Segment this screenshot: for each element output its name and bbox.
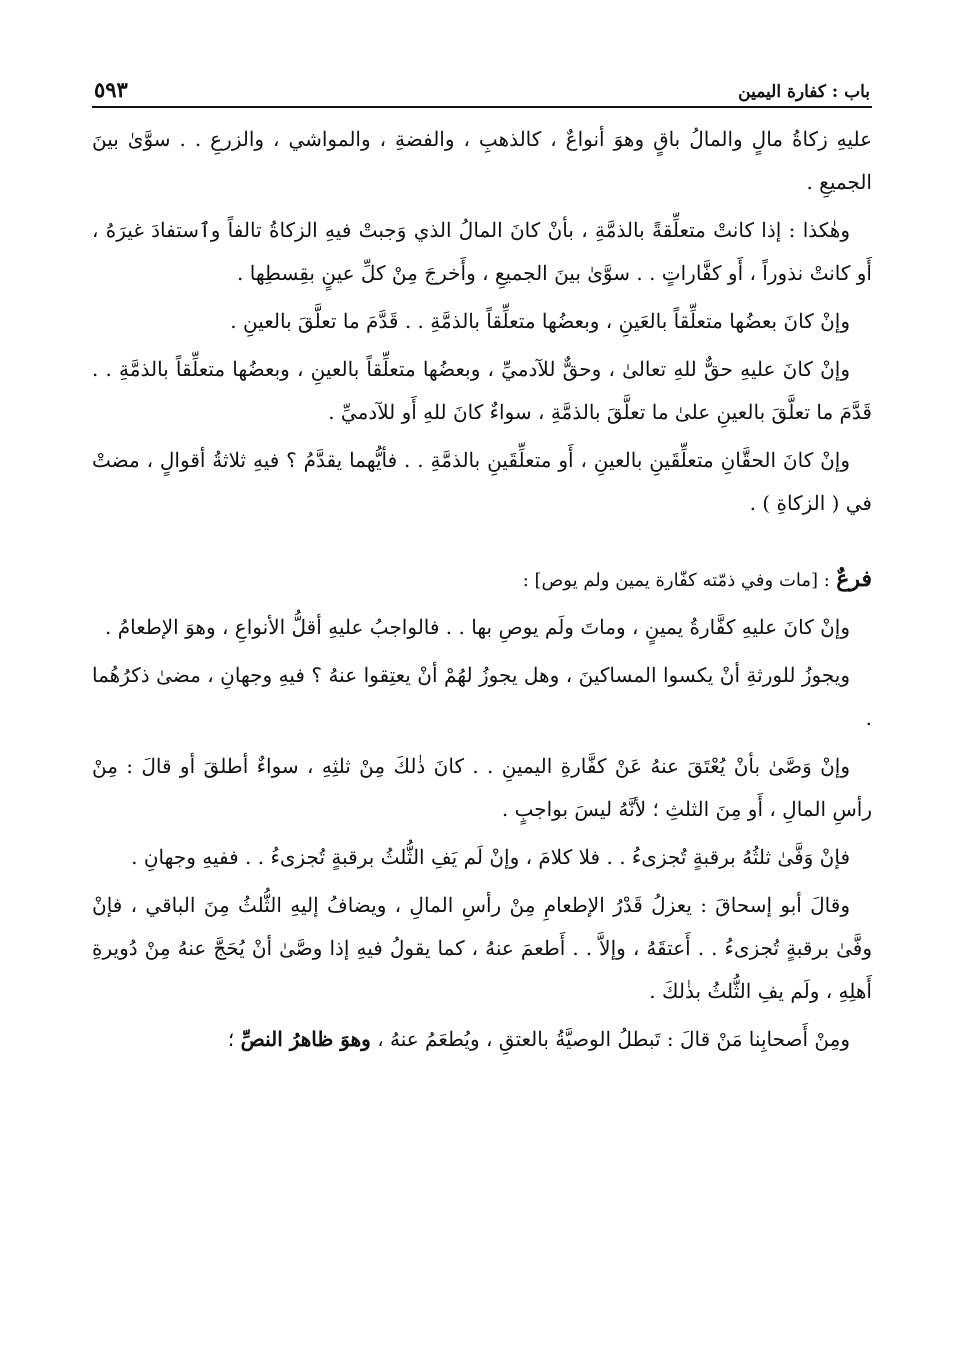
paragraph-last xyxy=(92,1018,872,1061)
section-title: : [مات وفي ذمّته كفّارة يمين ولم يوص] : xyxy=(522,570,830,591)
last-line-text: ومِنْ أَصحابِنا مَنْ قالَ : تَبطلُ الوصيَّةُ بالعتقِ ، ويُطعَمُ عنهُ ، xyxy=(377,1027,850,1051)
page-number: ٥٩٣ xyxy=(94,77,128,102)
running-header xyxy=(92,70,872,108)
paragraph: وهٰكذا : إذا كانتْ متعلِّقةً بالذمَّةِ ، بأنْ كانَ المالُ الذي وَجبتْ فيهِ الزكاةُ تالفاً وٱستفادَ غيرَهُ ، أَو كانتْ نذوراً ، أَو كفَّاراتٍ . . سوَّىٰ بينَ الجميعِ ، وأَخرجَ مِنْ كلِّ عينٍ بقِسطِها . xyxy=(92,218,872,285)
section-label: فرعٌ xyxy=(836,566,872,592)
body-text xyxy=(92,118,872,1061)
paragraph: وإنْ كانَ عليهِ حقٌّ للهِ تعالىٰ ، وحقٌّ للآدميِّ ، وبعضُها متعلِّقاً بالعينِ ، وبعضُها متعلِّقاً بالذمَّةِ . . قَدَّمَ ما تعلَّقَ بالعينِ علىٰ ما تعلَّقَ بالذمَّةِ ، سواءٌ كانَ للهِ أَو للآدميِّ . xyxy=(92,357,872,424)
paragraph: ويجوزُ للورثةِ أنْ يكسوا المساكينَ ، وهل يجوزُ لهُمْ أنْ يعتِقوا عنهُ ؟ فيهِ وجهانِ ، مضىٰ ذكرُهُما . xyxy=(92,663,872,730)
last-line-bold: وهوَ ظاهرُ النصِّ xyxy=(240,1027,371,1051)
section-heading xyxy=(92,558,872,602)
chapter-title: باب : كفارة اليمين xyxy=(738,82,870,102)
last-line-trailing: ؛ xyxy=(227,1027,235,1051)
paragraph: فإنْ وَفَّىٰ ثلثُهُ برقبةٍ تُجزىءُ . . فلا كلامَ ، وإنْ لَم يَفِ الثُّلثُ برقبةٍ تُجزىءُ . . ففيهِ وجهانِ . xyxy=(131,845,850,869)
paragraph: وقالَ أبو إسحاقَ : يعزلُ قَدْرُ الإطعامِ مِنْ رأسِ المالِ ، ويضافُ إليهِ الثُّلثُ مِنَ الباقي ، فإنْ وفَّىٰ برقبةٍ تُجزىءُ . . أَعتقَهُ ، وإلاَّ . . أَطعمَ عنهُ ، كما يقولُ فيهِ إذا وصَّىٰ أنْ يُحَجَّ عنهُ مِنْ دُويرةِ أَهلِهِ ، ولَم يفِ الثُّلثُ بذٰلكَ . xyxy=(92,893,872,1003)
paragraph: عليهِ زكاةُ مالٍ والمالُ باقٍ وهوَ أنواعٌ ، كالذهبِ ، والفضةِ ، والمواشي ، والزرعِ . . سوَّىٰ بينَ الجميعِ . xyxy=(92,127,872,194)
paragraph: وإنْ وَصَّىٰ بأنْ يُعْتَقَ عنهُ عَنْ كفَّارةِ اليمينِ . . كانَ ذٰلكَ مِنْ ثلثِهِ ، سواءٌ أطلقَ أو قالَ : مِنْ رأسِ المالِ ، أَو مِنَ الثلثِ ؛ لأنَّهُ ليسَ بواجبٍ . xyxy=(92,754,872,821)
paragraph: وإنْ كانَ الحقَّانِ متعلِّقَينِ بالعينِ ، أَو متعلِّقَينِ بالذمَّةِ . . فأيُّهما يقدَّمُ ؟ فيهِ ثلاثةُ أقوالٍ ، مضتْ في ( الزكاةِ ) . xyxy=(92,448,872,515)
section-spacer xyxy=(92,530,872,558)
page-content xyxy=(92,70,872,1066)
paragraph: وإنْ كانَ عليهِ كفَّارةُ يمينٍ ، وماتَ ولَم يوصِ بها . . فالواجبُ عليهِ أقلُّ الأنواعِ ، وهوَ الإطعامُ . xyxy=(105,615,850,639)
paragraph: وإنْ كانَ بعضُها متعلِّقاً بالعَينِ ، وبعضُها متعلِّقاً بالذمَّةِ . . قَدَّمَ ما تعلَّقَ بالعينِ . xyxy=(230,309,850,333)
